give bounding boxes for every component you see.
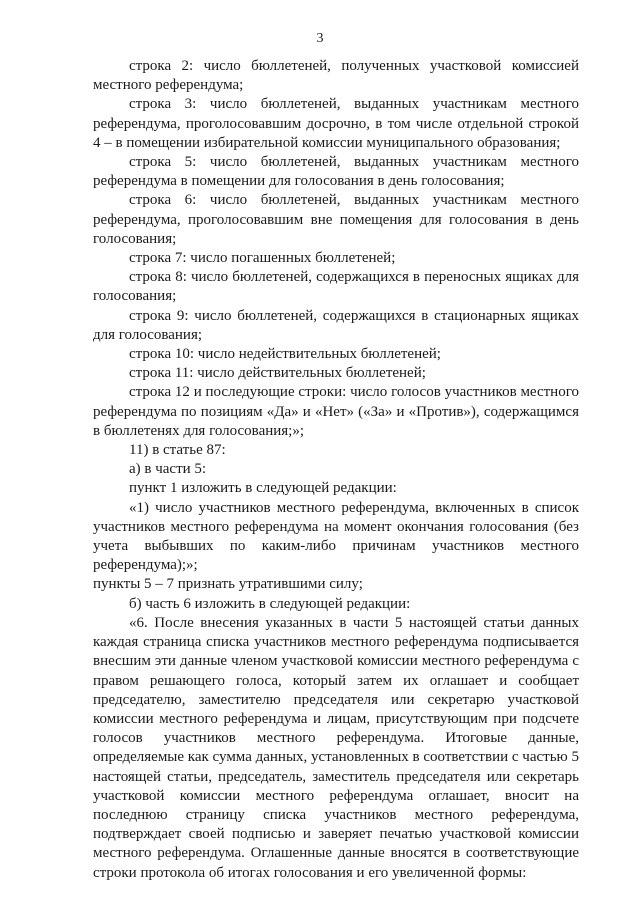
paragraph-points-5-7: пункты 5 – 7 признать утратившими силу; xyxy=(93,576,363,593)
paragraph-line-7: строка 7: число погашенных бюллетеней; xyxy=(129,250,396,267)
document-body xyxy=(93,57,579,883)
paragraph-item-11: 11) в статье 87: xyxy=(129,442,226,459)
paragraph-line-6: строка 6: число бюллетеней, выданных участникам местного референдума, проголосовавшим вне помещения для голосования в день голосования; xyxy=(93,192,579,247)
paragraph-line-3: строка 3: число бюллетеней, выданных участникам местного референдума, проголосовавшим досрочно, в том числе отдельной строкой 4 – в помещении избирательной комиссии муниципального образования; xyxy=(93,96,579,151)
paragraph-line-2: строка 2: число бюллетеней, полученных участковой комиссией местного референдума; xyxy=(93,58,579,94)
paragraph-line-10: строка 10: число недействительных бюллетеней; xyxy=(129,346,441,363)
paragraph-line-8: строка 8: число бюллетеней, содержащихся в переносных ящиках для голосования; xyxy=(93,269,579,305)
paragraph-line-11: строка 11: число действительных бюллетеней; xyxy=(129,365,426,382)
paragraph-subitem-b: б) часть 6 изложить в следующей редакции: xyxy=(129,595,411,612)
paragraph-part-6-text: «6. После внесения указанных в части 5 настоящей статьи данных каждая страница списка участников местного референдума подписывается внесшим эти данные членом участковой комиссии местного референдума с правом решающего голоса, который затем их оглашает и сообщает председателю, заместителю председателя или секретарю участковой комиссии местного референдума и лицам, присутствующим при подсчете голосов участников местного референдума. Итоговые данные, определяемые как сумма данных, установленных в соответствии с частью 5 настоящей статьи, председатель, заместитель председателя или секретарь участковой комиссии местного референдума оглашает, вносит на последнюю страницу списка участников местного референдума, подтверждает своей подписью и заверяет печатью участковой комиссии местного референдума. Оглашенные данные вносятся в соответствующие строки протокола об итогах голосования и его увеличенной формы: xyxy=(93,614,579,881)
page-number: 3 xyxy=(316,31,324,46)
paragraph-line-12: строка 12 и последующие строки: число голосов участников местного референдума по позициям «Да» и «Нет» («За» и «Против»), содержащимся в бюллетенях для голосования;»; xyxy=(93,384,579,439)
paragraph-point-1: пункт 1 изложить в следующей редакции: xyxy=(129,480,397,497)
paragraph-subitem-a: а) в части 5: xyxy=(129,461,207,478)
paragraph-point-1-text: «1) число участников местного референдума, включенных в список участников местного референдума на момент окончания голосования (без учета выбывших по каким-либо причинам участников местного референдума);»; xyxy=(93,499,579,574)
paragraph-line-5: строка 5: число бюллетеней, выданных участникам местного референдума в помещении для голосования в день голосования; xyxy=(93,154,579,190)
paragraph-line-9: строка 9: число бюллетеней, содержащихся в стационарных ящиках для голосования; xyxy=(93,307,579,343)
